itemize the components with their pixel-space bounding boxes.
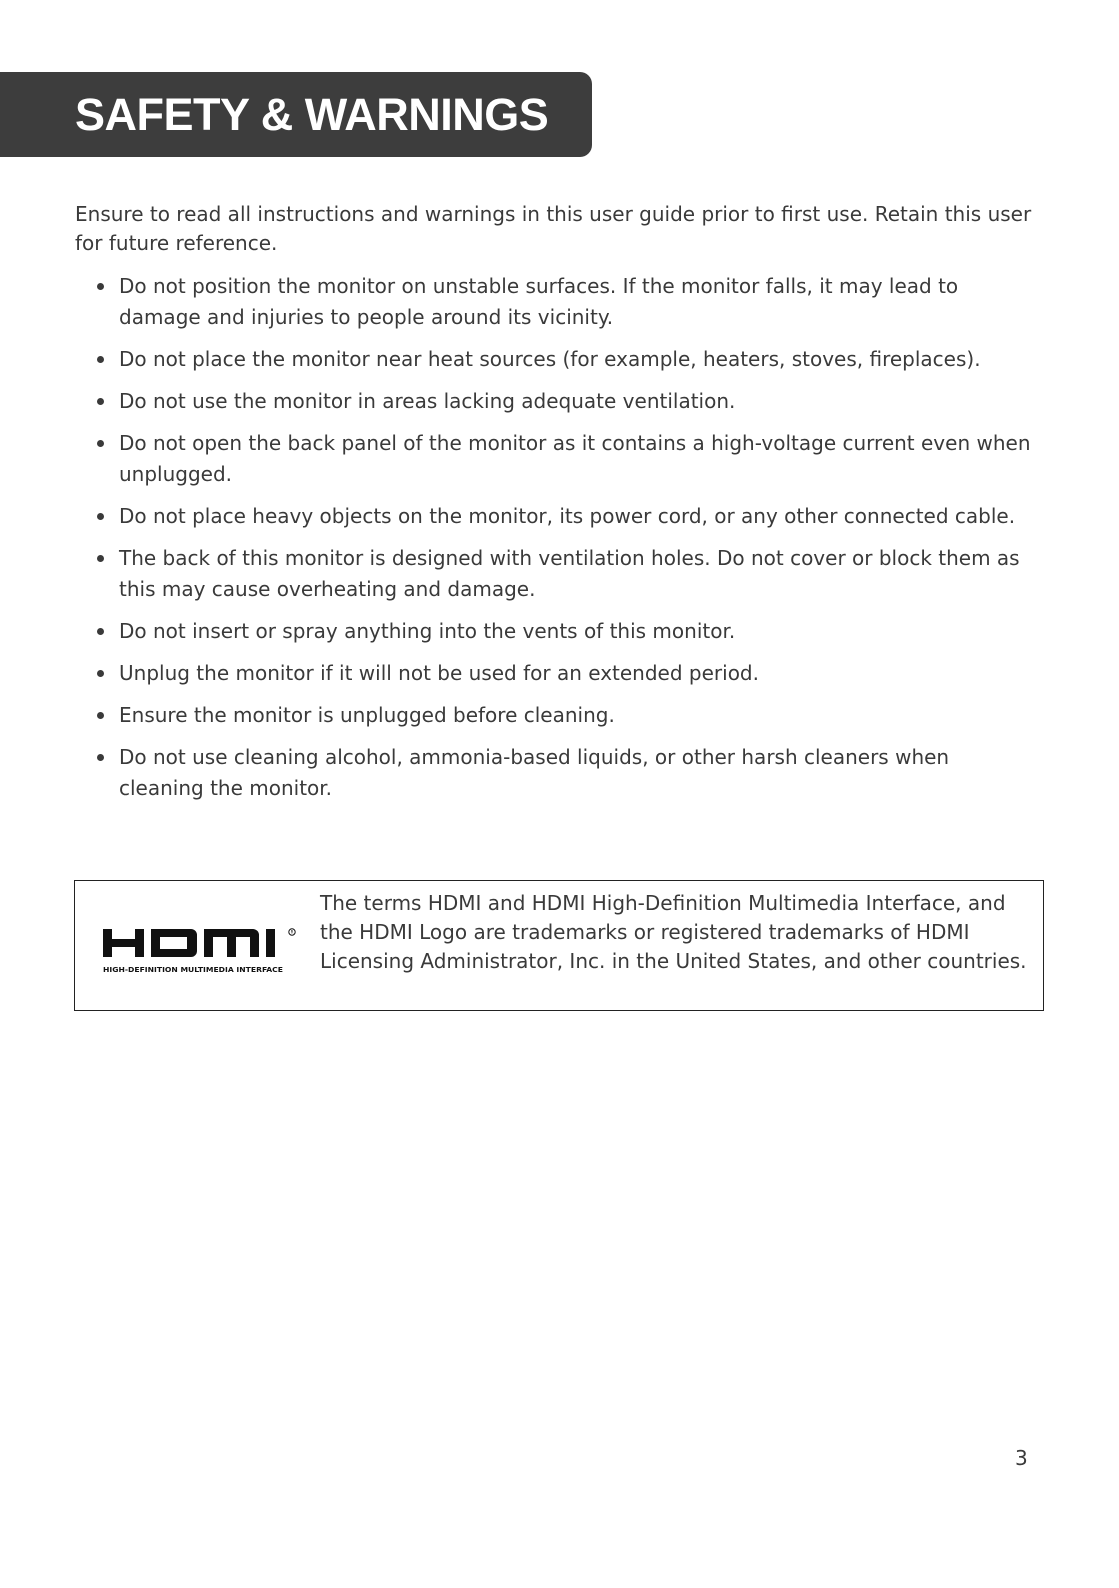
warning-item: Do not insert or spray anything into the vents of this monitor.	[75, 616, 1035, 647]
warning-item: Ensure the monitor is unplugged before cleaning.	[75, 700, 1035, 731]
warnings-list	[75, 271, 1035, 815]
warning-item: Do not place the monitor near heat sources (for example, heaters, stoves, fireplaces).	[75, 344, 1035, 375]
hdmi-logo-icon	[103, 927, 303, 977]
warning-item: Do not place heavy objects on the monitor, its power cord, or any other connected cable.	[75, 501, 1035, 532]
svg-text:R: R	[290, 929, 294, 935]
warning-item: Do not open the back panel of the monitor as it contains a high-voltage current even when unplugged.	[75, 428, 1035, 490]
hdmi-trademark-text: The terms HDMI and HDMI High-Definition Multimedia Interface, and the HDMI Logo are trademarks or registered trademarks of HDMI Licensing Administrator, Inc. in the United States, and other countries.	[320, 891, 1027, 973]
warning-item: Do not use cleaning alcohol, ammonia-based liquids, or other harsh cleaners when cleaning the monitor.	[75, 742, 1035, 804]
warning-item: Do not position the monitor on unstable surfaces. If the monitor falls, it may lead to damage and injuries to people around its vicinity.	[75, 271, 1035, 333]
warning-item: Do not use the monitor in areas lacking adequate ventilation.	[75, 386, 1035, 417]
warning-item: Unplug the monitor if it will not be used for an extended period.	[75, 658, 1035, 689]
hdmi-trademark-box	[74, 880, 1044, 1011]
page-title: SAFETY & WARNINGS	[75, 89, 549, 140]
page-number: 3	[1015, 1446, 1028, 1470]
warning-item: The back of this monitor is designed with ventilation holes. Do not cover or block them as this may cause overheating and damage.	[75, 543, 1035, 605]
intro-paragraph: Ensure to read all instructions and warnings in this user guide prior to first use. Retain this user for future reference.	[75, 202, 1032, 255]
hdmi-logo-subtitle: HIGH-DEFINITION MULTIMEDIA INTERFACE	[103, 966, 284, 974]
